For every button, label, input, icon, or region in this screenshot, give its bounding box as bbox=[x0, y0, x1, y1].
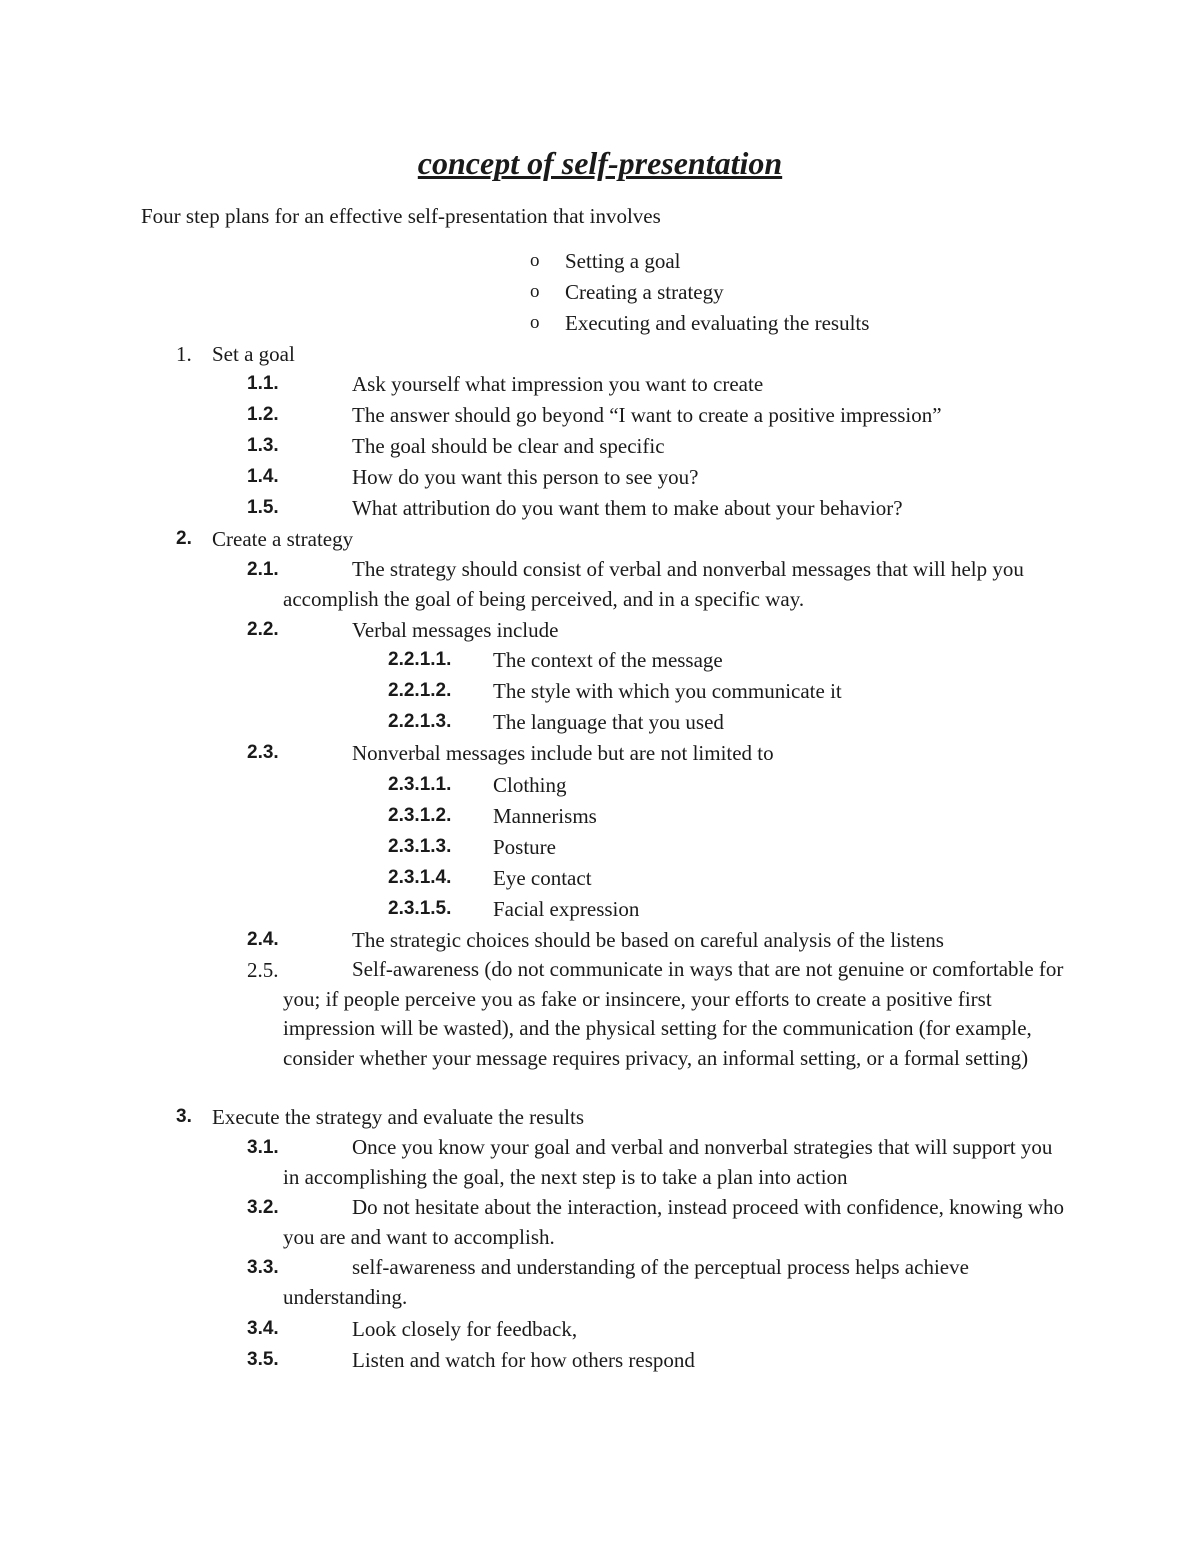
item-text: The context of the message bbox=[493, 648, 723, 672]
sub-list-item bbox=[0, 770, 1200, 800]
list-item bbox=[0, 400, 1200, 430]
item-number: 2.3.1.1. bbox=[388, 774, 452, 795]
item-text: The style with which you communicate it bbox=[493, 679, 842, 703]
section-heading bbox=[0, 339, 1200, 369]
item-number: 2.2.1.3. bbox=[388, 711, 452, 732]
item-number: 2.2.1.2. bbox=[388, 680, 452, 701]
list-item bbox=[0, 615, 1200, 645]
section-label: Create a strategy bbox=[212, 527, 354, 551]
item-text: Eye contact bbox=[493, 866, 592, 890]
section-number: 1. bbox=[176, 342, 192, 366]
item-text: Listen and watch for how others respond bbox=[352, 1348, 695, 1372]
item-text: The goal should be clear and specific bbox=[352, 434, 665, 458]
item-text: Nonverbal messages include but are not limited to bbox=[352, 741, 774, 765]
item-number: 3.2. bbox=[247, 1197, 279, 1218]
section-heading bbox=[0, 1102, 1200, 1132]
item-text: Do not hesitate about the interaction, instead proceed with confidence, knowing who you are and want to accomplish. bbox=[283, 1195, 1065, 1249]
list-item bbox=[283, 555, 1073, 614]
list-item bbox=[0, 738, 1200, 768]
bullet-marker: o bbox=[530, 281, 540, 302]
item-text: Look closely for feedback, bbox=[352, 1317, 578, 1341]
list-item bbox=[0, 1345, 1200, 1375]
list-item bbox=[283, 1193, 1073, 1252]
bullet-text: Setting a goal bbox=[565, 249, 681, 273]
item-number: 3.4. bbox=[247, 1318, 279, 1339]
section-heading bbox=[0, 524, 1200, 554]
page-title: concept of self-presentation bbox=[417, 145, 783, 181]
item-number: 2.3. bbox=[247, 742, 279, 763]
item-number: 1.4. bbox=[247, 466, 279, 487]
item-number: 2.3.1.3. bbox=[388, 836, 452, 857]
item-number: 1.2. bbox=[247, 404, 279, 425]
sub-list-item bbox=[0, 645, 1200, 675]
item-number: 1.1. bbox=[247, 373, 279, 394]
item-text: Posture bbox=[493, 835, 556, 859]
item-number: 3.1. bbox=[247, 1137, 279, 1158]
sub-list-item bbox=[0, 676, 1200, 706]
item-text: The strategy should consist of verbal and nonverbal messages that will help you accomplish the goal of being perceived, and in a specific way. bbox=[283, 557, 1024, 611]
item-text: Once you know your goal and verbal and nonverbal strategies that will support you in accomplishing the goal, the next step is to take a plan into action bbox=[283, 1135, 1053, 1189]
item-text: Facial expression bbox=[493, 897, 640, 921]
item-text: Mannerisms bbox=[493, 804, 597, 828]
item-text: Ask yourself what impression you want to create bbox=[352, 372, 764, 396]
item-text: How do you want this person to see you? bbox=[352, 465, 699, 489]
sub-list-item bbox=[0, 863, 1200, 893]
item-number: 1.5. bbox=[247, 497, 279, 518]
bullet-marker: o bbox=[530, 250, 540, 271]
list-item bbox=[0, 925, 1200, 955]
item-number: 3.3. bbox=[247, 1257, 279, 1278]
item-text: The language that you used bbox=[493, 710, 724, 734]
list-item bbox=[0, 431, 1200, 461]
item-number: 2.2.1.1. bbox=[388, 649, 452, 670]
list-item bbox=[0, 369, 1200, 399]
section-label: Set a goal bbox=[212, 342, 295, 366]
sub-list-item bbox=[0, 707, 1200, 737]
item-text: self-awareness and understanding of the perceptual process helps achieve understanding. bbox=[283, 1255, 969, 1309]
section-label: Execute the strategy and evaluate the results bbox=[212, 1105, 585, 1129]
item-text: Verbal messages include bbox=[352, 618, 559, 642]
bullet-text: Executing and evaluating the results bbox=[565, 311, 870, 335]
bullet-text: Creating a strategy bbox=[565, 280, 724, 304]
section-number: 3. bbox=[176, 1106, 192, 1127]
section-number: 2. bbox=[176, 528, 192, 549]
list-item bbox=[0, 1314, 1200, 1344]
item-text: The answer should go beyond “I want to create a positive impression” bbox=[352, 403, 942, 427]
item-number: 2.2. bbox=[247, 619, 279, 640]
item-number: 2.5. bbox=[247, 958, 279, 982]
item-text: Clothing bbox=[493, 773, 567, 797]
list-item bbox=[0, 462, 1200, 492]
item-text: What attribution do you want them to make about your behavior? bbox=[352, 496, 903, 520]
item-text: The strategic choices should be based on careful analysis of the listens bbox=[352, 928, 944, 952]
sub-list-item bbox=[0, 832, 1200, 862]
list-item bbox=[283, 1253, 1073, 1312]
item-number: 2.1. bbox=[247, 559, 279, 580]
list-item bbox=[0, 493, 1200, 523]
item-text: Self-awareness (do not communicate in ways that are not genuine or comfortable for you; if people perceive you as fake or insincere, your efforts to create a positive first impression will be wasted), and the physical setting for the communication (for example, consider whether your message requires privacy, an informal setting, or a formal setting) bbox=[283, 957, 1064, 1070]
list-item bbox=[283, 955, 1073, 1073]
item-number: 2.4. bbox=[247, 929, 279, 950]
item-number: 2.3.1.2. bbox=[388, 805, 452, 826]
item-number: 2.3.1.5. bbox=[388, 898, 452, 919]
item-number: 1.3. bbox=[247, 435, 279, 456]
intro-paragraph: Four step plans for an effective self-presentation that involves bbox=[141, 204, 661, 228]
list-item bbox=[283, 1133, 1073, 1192]
item-number: 3.5. bbox=[247, 1349, 279, 1370]
sub-list-item bbox=[0, 894, 1200, 924]
sub-list-item bbox=[0, 801, 1200, 831]
item-number: 2.3.1.4. bbox=[388, 867, 452, 888]
bullet-marker: o bbox=[530, 312, 540, 333]
